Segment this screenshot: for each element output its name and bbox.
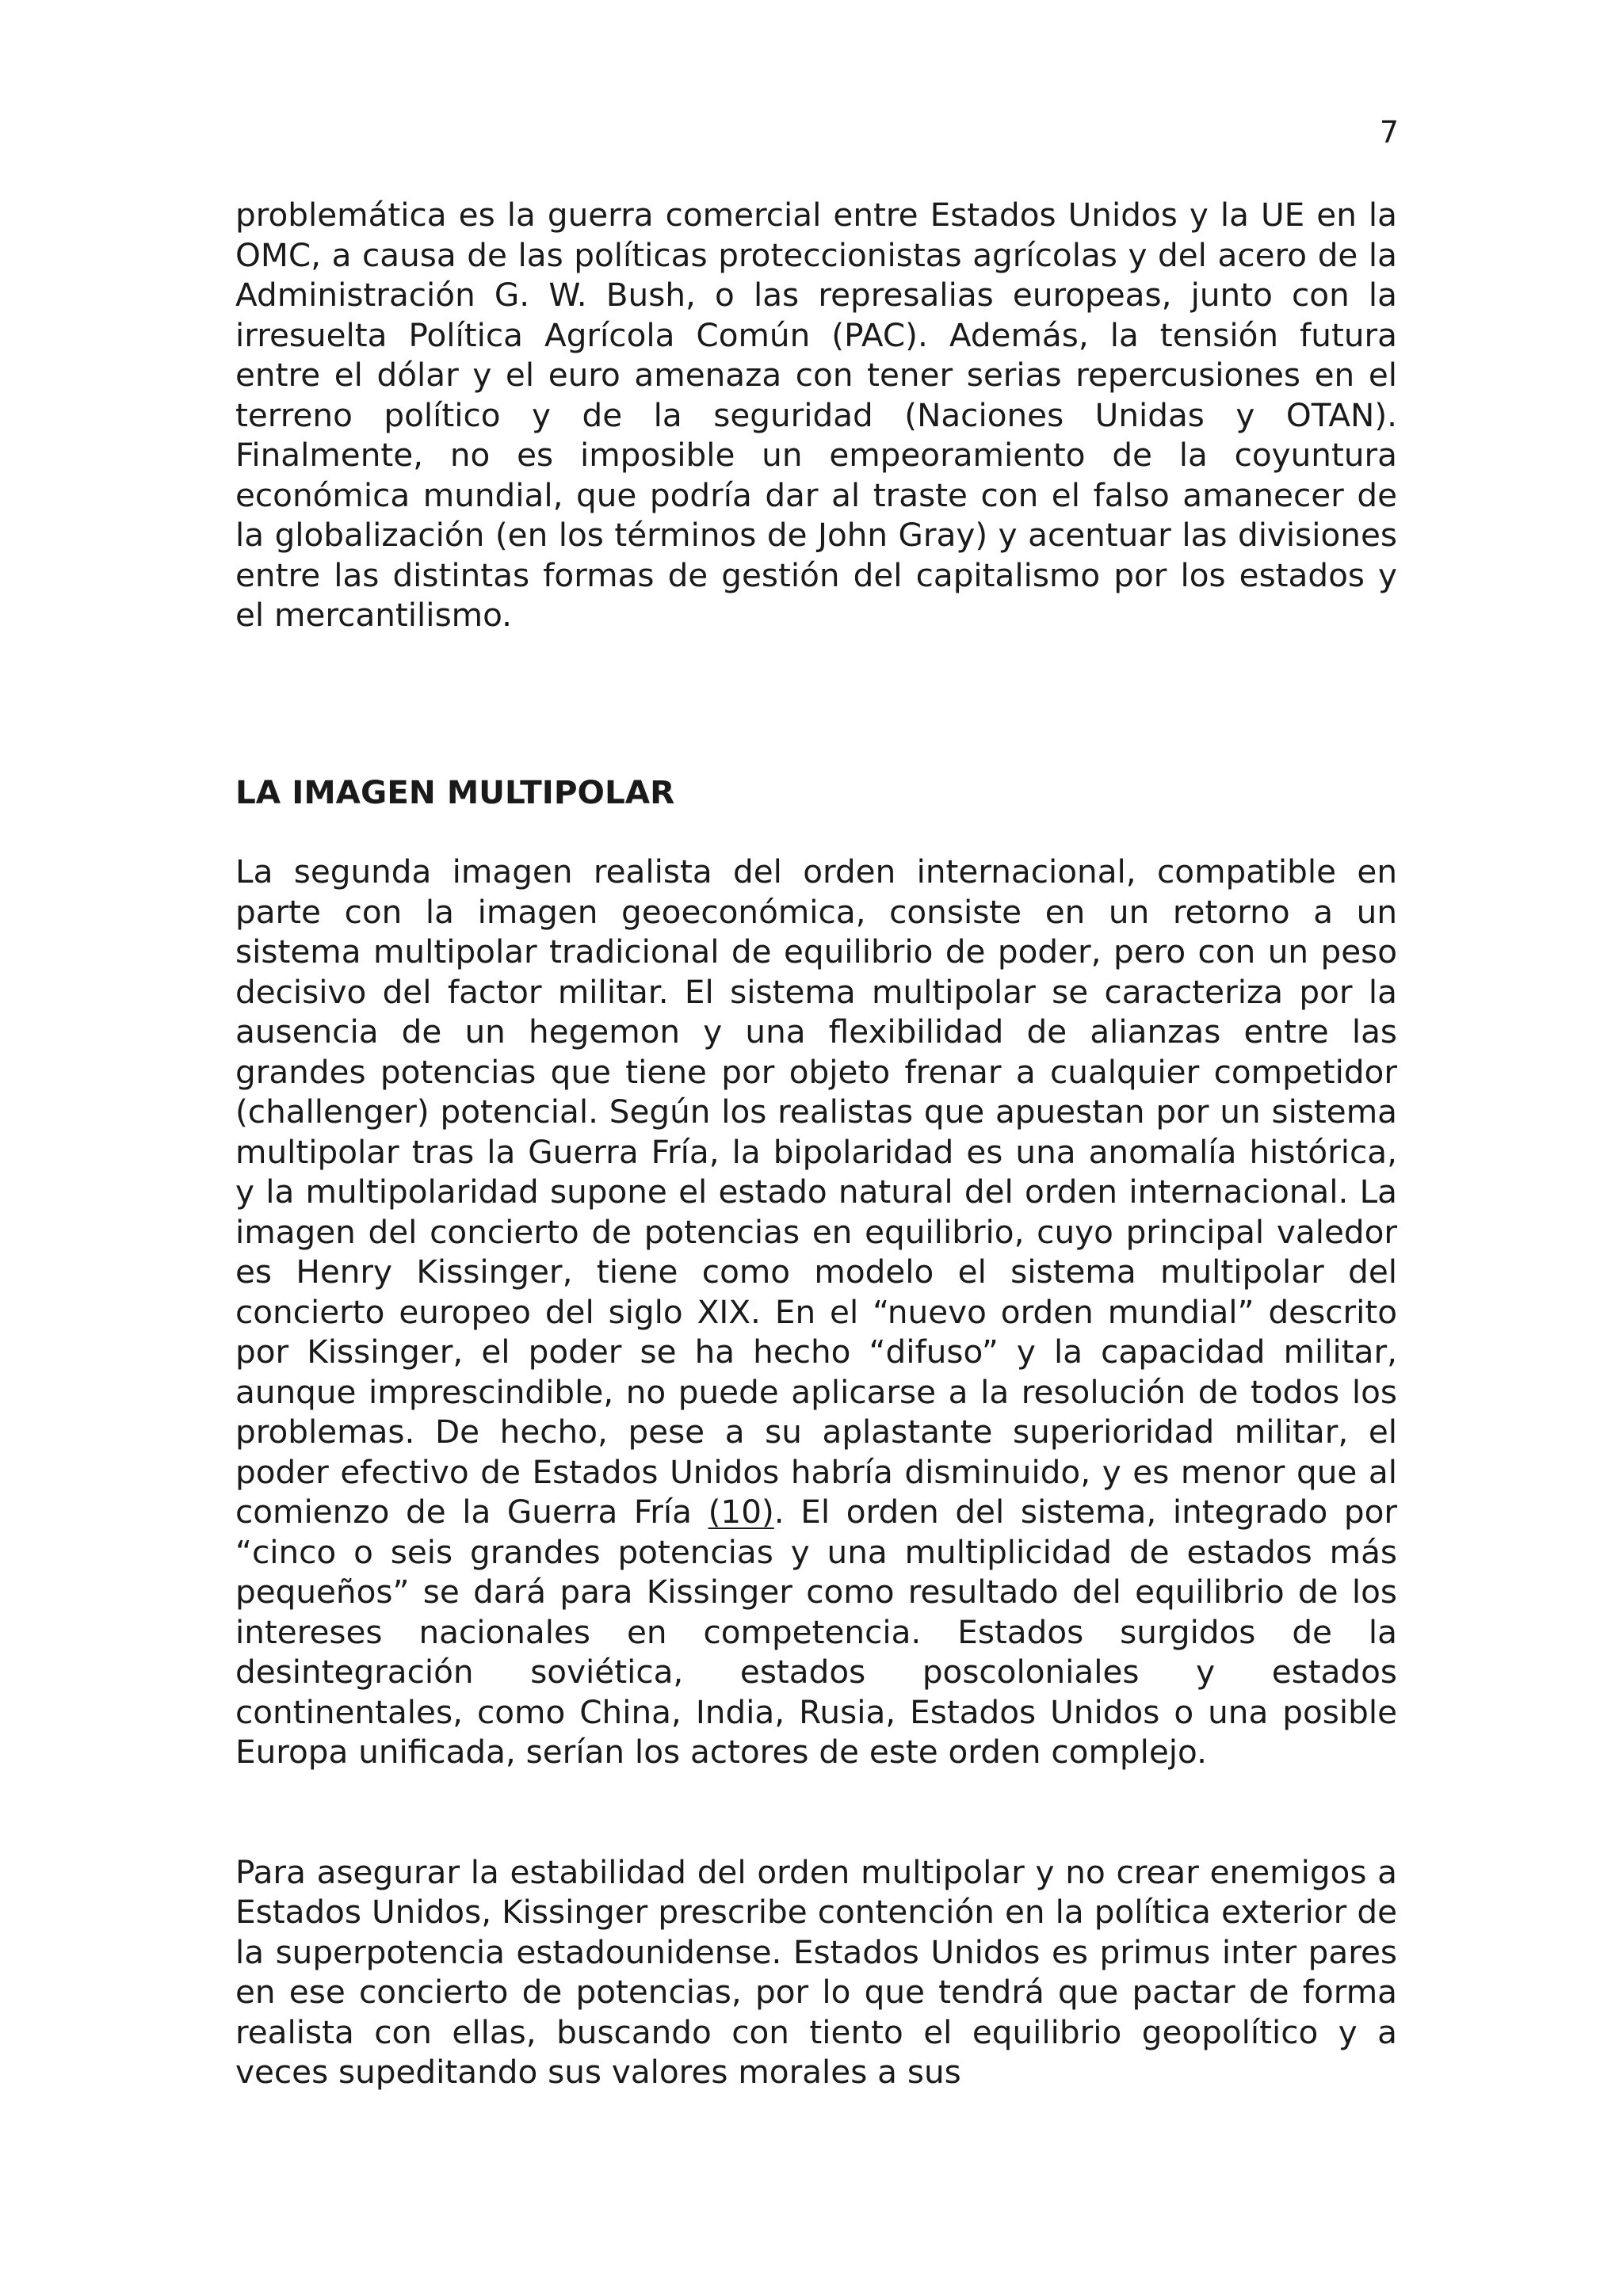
paragraph-1: problemática es la guerra comercial entre Estados Unidos y la UE en la OMC, a causa de las políticas proteccionistas agrícolas y del acero de la Administración G. W. Bush, o las represalias europeas, junto con la irresuelta Política Agrícola Común (PAC). Además, la tensión futura entre el dólar y el euro amenaza con tener serias repercusiones en el terreno político y de la seguridad (Naciones Unidas y OTAN). Finalmente, no es imposible un empeoramiento de la coyuntura económica mundial, que podría dar al traste con el falso amanecer de la globalización (en los términos de John Gray) y acentuar las divisiones entre las distintas formas de gestión del capitalismo por los estados y el mercantilismo.	[235, 196, 1397, 634]
paragraph-2-text-end: . El orden del sistema, integrado por “cinco o seis grandes potencias y una multiplicidad de estados más pequeños” se dará para Kissinger como resultado del equilibrio de los intereses nacionales en competencia. Estados surgidos de la desintegración soviética, estados poscoloniales y estados continentales, como China, India, Rusia, Estados Unidos o una posible Europa unificada, serían los actores de este orden complejo.	[235, 1493, 1397, 1771]
section-heading: LA IMAGEN MULTIPOLAR	[235, 772, 675, 811]
paragraph-2-text-start: La segunda imagen realista del orden internacional, compatible en parte con la imagen geoeconómica, consiste en un retorno a un sistema multipolar tradicional de equilibrio de poder, pero con un peso decisivo del factor militar. El sistema multipolar se caracteriza por la ausencia de un hegemon y una flexibilidad de alianzas entre las grandes potencias que tiene por objeto frenar a cualquier competidor (challenger) potencial. Según los realistas que apuestan por un sistema multipolar tras la Guerra Fría, la bipolaridad es una anomalía histórica, y la multipolaridad supone el estado natural del orden internacional. La imagen del concierto de potencias en equilibrio, cuyo principal valedor es Henry Kissinger, tiene como modelo el sistema multipolar del concierto europeo del siglo XIX. En el “nuevo orden mundial” descrito por Kissinger, el poder se ha hecho “difuso” y la capacidad militar, aunque imprescindible, no puede aplicarse a la resolución de todos los problemas. De hecho, pese a su aplastante superioridad militar, el poder efectivo de Estados Unidos habría disminuido, y es menor que al comienzo de la Guerra Fría	[235, 852, 1397, 1531]
page-number: 7	[1379, 115, 1399, 150]
document-body	[235, 195, 1397, 2092]
paragraph-2	[235, 852, 1397, 1772]
paragraph-3: Para asegurar la estabilidad del orden multipolar y no crear enemigos a Estados Unidos, Kissinger prescribe contención en la política exterior de la superpotencia estadounidense. Estados Unidos es primus inter pares en ese concierto de potencias, por lo que tendrá que pactar de forma realista con ellas, buscando con tiento el equilibrio geopolítico y a veces supeditando sus valores morales a sus	[235, 1852, 1397, 2091]
footnote-link-10[interactable]: (10)	[708, 1493, 774, 1531]
